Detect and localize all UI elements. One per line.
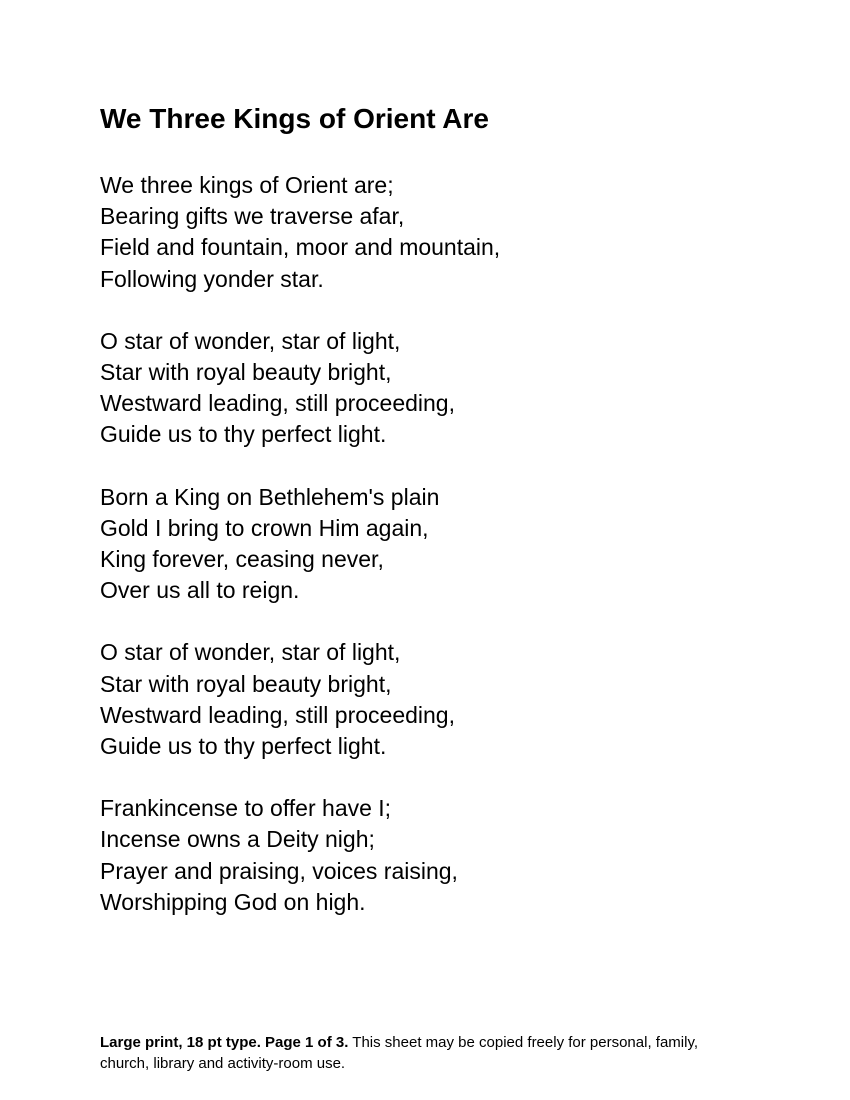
lyric-line: King forever, ceasing never, xyxy=(100,546,384,573)
lyric-line: Bearing gifts we traverse afar, xyxy=(100,203,405,230)
lyric-line: Guide us to thy perfect light. xyxy=(100,733,387,760)
stanza-4 xyxy=(100,637,500,762)
stanza-1 xyxy=(100,170,500,295)
stanza-3 xyxy=(100,482,500,607)
stanza-5 xyxy=(100,793,500,918)
lyric-line: O star of wonder, star of light, xyxy=(100,639,401,666)
lyric-line: Following yonder star. xyxy=(100,265,324,292)
lyric-line: Star with royal beauty bright, xyxy=(100,359,392,386)
lyric-line: Westward leading, still proceeding, xyxy=(100,701,455,728)
lyric-line: Star with royal beauty bright, xyxy=(100,670,392,697)
footer-text: This sheet may be copied freely for personal, family, church, library and activity-room use. xyxy=(100,1034,699,1072)
lyric-line: Born a King on Bethlehem's plain xyxy=(100,483,440,510)
lyric-line: Guide us to thy perfect light. xyxy=(100,421,387,448)
song-title: We Three Kings of Orient Are xyxy=(100,103,489,134)
lyrics-page xyxy=(100,0,750,1100)
lyric-line: Over us all to reign. xyxy=(100,577,300,604)
lyric-line: Field and fountain, moor and mountain, xyxy=(100,234,501,261)
lyric-line: Frankincense to offer have I; xyxy=(100,795,392,822)
footer-note xyxy=(100,1033,730,1074)
lyric-line: We three kings of Orient are; xyxy=(100,172,394,198)
footer-bold-text: Large print, 18 pt type. Page 1 of 3. xyxy=(100,1034,349,1051)
lyric-line: Incense owns a Deity nigh; xyxy=(100,826,375,853)
verses xyxy=(100,170,500,949)
stanza-2 xyxy=(100,326,500,451)
lyric-line: O star of wonder, star of light, xyxy=(100,327,401,354)
lyric-line: Gold I bring to crown Him again, xyxy=(100,514,429,541)
lyric-line: Westward leading, still proceeding, xyxy=(100,390,455,417)
lyric-line: Worshipping God on high. xyxy=(100,888,366,915)
lyric-line: Prayer and praising, voices raising, xyxy=(100,857,458,884)
